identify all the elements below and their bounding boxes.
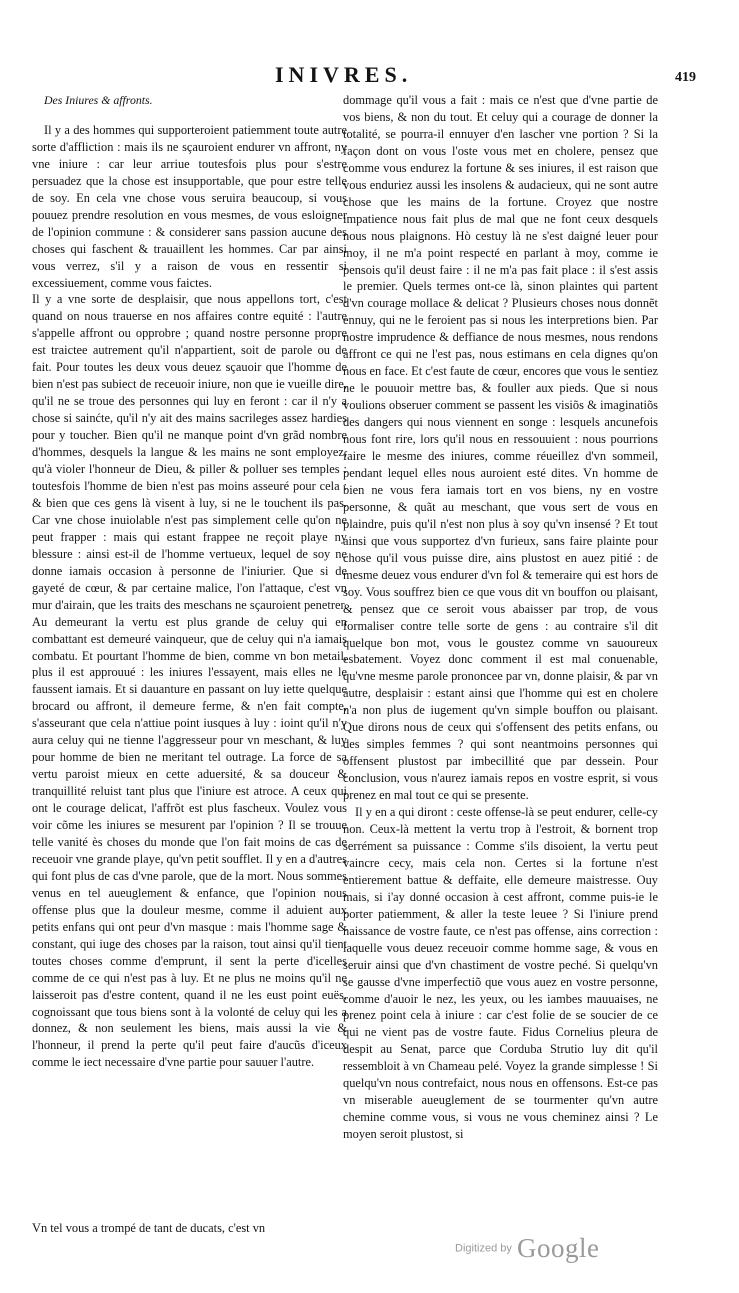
google-logo: Google	[516, 1233, 600, 1263]
right-column	[343, 92, 658, 1218]
paragraph: Il y en a qui diront : ceste offense-là se peut endurer, celle-cy non. Ceux-là mettent la vertu trop à l'estroit, & bornent trop serrément sa puissance : Comme s'ils disoient, la vertu peut vaincre cecy, mais cela non. Certes si la fortune n'est entierement battue & deffaite, elle demeure maistresse. Ouy mais, si i'ay donné occasion à cest affront, comme puis-ie le porter patiemment, & aller la teste leuee ? Si l'iniure prend naissance de vostre faute, ce n'est pas offense, ains correction : laquelle vous deuez receuoir comme homme sage, & vous en seruir ainsi que d'vn chastiment de vostre peché. Si quelqu'vn se gausse d'vne imperfectiõ que vous auez en vostre personne, comme d'auoir le nez, les yeux, ou les iambes mauuaises, ne prenez point cela à iniure : car c'est folie de se soucier de ce qui ne vient pas de vostre faute. Fidus Cornelius pleura de despit au Senat, parce que Corduba Strutio luy dit qu'il ressembloit à vn Chameau pelé. Voyez la grande simplesse ! Si quelqu'vn nous contrefaict, nous nous en offensons. Est-ce pas vn miserable aueuglement de se tourmenter qu'vn autre chemine comme vous, si vous ne vous cheminez ainsi ? Le moyen seroit plustost, si	[343, 805, 658, 1142]
paragraph: Il y a vne sorte de desplaisir, que nous appellons tort, c'est quand on nous trauerse en nos affaires contre equité : l'autre s'appelle affront ou opprobre ; quand nostre personne propre est traictee autrement qu'il n'appartient, soit de parole ou de fait. Pour toutes les deux vous deuez sçauoir que l'homme de bien n'est pas subiect de receuoir iniure, non que ie vueille dire, qu'il ne se troue des personnes qui luy en feront : car il n'y a chose si sainćte, qu'il n'y ait des mains sacrileges assez hardies pour y toucher. Bien qu'il ne manque point d'vn grãd nombre d'hommes, desquels la langue & les mains ne sont employez, qu'à violer l'honneur de Dieu, & piller & polluer ses temples : toutesfois l'homme de bien n'est pas moins asseuré pour cela : & bien que ces gens là visent à luy, si ne le touchent ils pas. Car vne chose inuiolable n'est pas simplement celle qu'on ne peut frapper : mais qui estant frappee ne reçoit playe ny blessure : ainsi est-il de l'homme vertueux, lequel de soy ne donne iamais occasion à personne de l'iniurier. Que si de gayeté de cœur, & par certaine malice, l'on l'attaque, c'est vn mur d'airain, que les traits des meschans ne sçauroient penetrer. Au demeurant la vertu est plus grande de celuy qui en combattant est demeuré vainqueur, que de celuy qui n'a iamais combatu. Et pourtant l'homme de bien, comme vn bon metail, plus il est approuué : les iniures l'essayent, mais elles ne le faussent iamais. Et si dauanture en passant on luy iette quelque brocard ou affront, il demeure ferme, & n'en fait compte, s'asseurant que cela n'attiue point iusques à luy : ioint qu'il n'y aura celuy qui ne tienne l'aggresseur pour vn meschant, & luy pour homme de bien ne meritant tel outrage. La force de sa vertu paroist mieux en cette aduersité, & sa douceur & tranquillité reluist tant plus que l'iniure est atroce. A ceux qui ont le courage delicat, l'affrõt est plus fascheux. Voulez vous voir cõme les iniures se mesurent par l'opinion ? Il se trouue telle vanité ès choses du monde que l'on fait moins de cas de receuoir vne grande playe, qu'vn petit soufflet. Il y en a d'autres qui font plus de cas d'vne parole, que de la mort. Nous sommes venus en tel aueuglement & enfance, que l'opinion nous offense plus que la douleur mesme, comme il aduient aux petits enfans qui ont peur d'vn masque : mais l'homme sage & constant, qui iuge des choses par la raison, tout ainsi qu'il tient toutes choses comme d'emprunt, il sent la perte d'icelles comme de ce qui n'est pas à luy. Et ne plus ne moins qu'il ne laisseroit pas d'estre content, quand il ne les eust point euës, cognoissant que tous biens sont à la volonté de celuy qui les a donnez, & non seulement les biens, mais aussi la vie & l'honneur, il prend la perte qu'il peut faire d'aucũs d'iceux comme le iect necessaire d'vne partie pour sauuer l'autre.	[32, 292, 347, 1070]
running-title: INIVRES.	[275, 62, 413, 87]
page-number: 419	[675, 70, 696, 85]
paragraph: Il y a des hommes qui supporteroient patiemment toute autre sorte d'affliction : mais ils ne sçauroient endurer vn affront, ny vne iniure : car leur arriue toutesfois plus pour s'estre persuadez que la chose est insupportable, que pour estre telle de soy. En cela vne chose vous seruira beaucoup, si vous pouuez prendre resolution en vous mesmes, de vous esloigner de l'opinion commune : & considerer sans passion aucune des choses qui faschent & trauaillent les hommes. Car par ainsi vous verrez, s'il y a raison de vous en ressentir si excessiuement, comme vous faictes.	[32, 122, 347, 290]
section-heading: Des Iniures & affronts.	[44, 93, 153, 107]
digitized-by-watermark	[455, 1233, 599, 1264]
digitized-label: Digitized by	[455, 1242, 512, 1255]
left-column	[32, 92, 347, 1220]
page-header	[0, 62, 739, 92]
paragraph: dommage qu'il vous a fait : mais ce n'est que d'vne partie de vos biens, & non du tout. Et celuy qui a courage de donner la totalité, se pourra-il ennuyer d'en lascher vne portion ? Si la façon dont on vous l'oste vous met en cholere, pensez que comme vous endurez la fortune & ses iniures, il est raison que vous enduriez aussi les insolens & audacieux, qui ne sont autre chose que les mains de la fortune. Croyez que nostre impatience nous fait plus de mal que ne font ceux desquels nous nous plaignons. Hò cestuy là ne s'est daigné leuer pour moy, il ne m'a point respecté en parlant à moy, comme ie pensois qu'il deust faire : il ne m'a pas fait place : il s'est assis le premier. Quels termes ont-ce là, sinon plaintes qui partent d'vn courage mollace & delicat ? Plusieurs choses nous donnẽt ennuy, qui ne le feroient pas si nous les interpretions bien. Par nostre imprudence & deffiance de nous mesmes, nous rendons affront ce qui ne l'est pas, nous estimans en cela dignes qu'on nous en face. Et c'est faute de cœur, encores que vous le sentiez ne le pouuoir mettre bas, & fouller aux pieds. Que si nous voulions obseruer comment se passent les visiõs & imaginatiõs des dangers qui nous viennent en songe : lesquels ancunefois nous font rire, lors qu'il nous en ressouuient : nous pourrions faire le mesme des iniures, comme réueillez d'vn sommeil, pendant lequel elles nous auroient esté dites. Vn homme de bien ne vous fera iamais tort en vos biens, ny en vostre personne, & quãt au meschant, que vous sert de vous en plaindre, puis qu'il n'est non plus à soy qu'vn insensé ? Et tout ainsi que vous supportez d'vn furieux, sans faire plainte pour chose qu'il vous puisse dire, ains plustost en auez pitié : de mesme deuez vous endurer d'vn fol & temeraire qui est hors de soy. Vous souffrez bien ce que vous dit vn bouffon ou plaisant, & pensez que ce seroit vous abaisser par trop, de vous formaliser contre telle sorte de gens : au contraire s'il dit quelque bon mot, vous le goustez comme vn sauoureux esbatement. Voyez donc comment il est mal conuenable, qu'vne mesme parole prononcee par vn, donne plaisir, & par vn autre, desplaisir : estant ainsi que l'homme qui est en cholere n'a non plus de iugement qu'vn simple bouffon ou plaisant. Que dirons nous de ceux qui s'offensent des petits enfans, ou des simples femmes ? qui sont neantmoins personnes qui offensent plustost par imbecillité que par dessein. Pour conclusion, vous n'aurez iamais repos en vostre esprit, si vous prenez en mal tout ce qui se presente.	[343, 93, 658, 803]
catchword-line: Vn tel vous a trompé de tant de ducats, c'est vn	[32, 1221, 266, 1235]
